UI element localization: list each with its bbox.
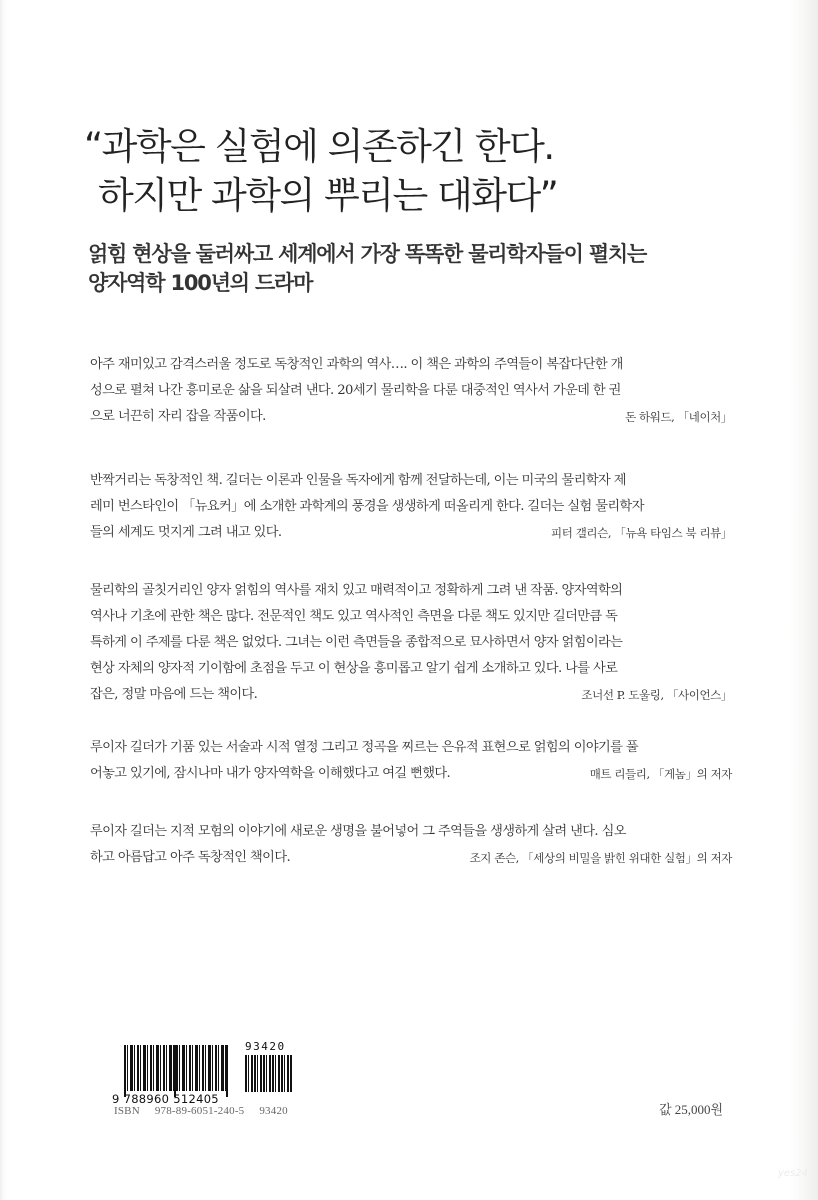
review-last-line (90, 520, 732, 546)
review-text-line: 하고 아름답고 아주 독창적인 책이다. (90, 850, 291, 865)
barcode-addon-digits: 93420 (245, 1040, 286, 1053)
review-last-line (90, 761, 732, 787)
review-text-line: 물리학의 골칫거리인 양자 얽힘의 역사를 재치 있고 매력적이고 정확하게 그려 낸 작품. 양자역학의 (90, 583, 623, 598)
barcode-bars (124, 1045, 228, 1091)
review-source: 피터 갤리슨, 「뉴욕 타임스 북 리뷰」 (551, 526, 732, 540)
review-last-line (90, 404, 732, 430)
review-text-line: 레미 번스타인이 「뉴요커」에 소개한 과학계의 풍경을 생생하게 떠올리게 한다. 길더는 실험 물리학자 (90, 499, 644, 514)
review-text-line: 아주 재미있고 감격스러울 정도로 독창적인 과학의 역사…. 이 책은 과학의 주역들이 복잡다단한 개 (90, 357, 623, 372)
review-text-line: 역사나 기초에 관한 책은 많다. 전문적인 책도 있고 역사적인 측면을 다룬 책도 있지만 길더만큼 독 (90, 609, 618, 624)
review-text-line: 성으로 펼쳐 나간 흥미로운 삶을 되살려 낸다. 20세기 물리학을 다룬 대중적인 역사서 가운데 한 권 (90, 383, 621, 398)
review-block (90, 578, 732, 708)
review-text-line: 현상 자체의 양자적 기이함에 초점을 두고 이 현상을 흥미롭고 알기 쉽게 소개하고 있다. 나를 사로 (90, 661, 618, 676)
review-source: 조지 존슨, 「세상의 비밀을 밝힌 위대한 실험」의 저자 (469, 851, 732, 865)
review-source: 돈 하워드, 「네이처」 (625, 410, 732, 424)
review-source: 매트 리들리, 「게놈」의 저자 (589, 767, 732, 781)
review-text-line: 특하게 이 주제를 다룬 책은 없었다. 그녀는 이런 측면들을 종합적으로 묘사하면서 양자 얽힘이라는 (90, 635, 623, 650)
review-text-line: 루이자 길더가 기품 있는 서술과 시적 열정 그리고 정곡을 찌르는 은유적 표현으로 얽힘의 이야기를 풀 (90, 740, 638, 755)
review-text-line: 들의 세계도 멋지게 그려 내고 있다. (90, 525, 282, 540)
review-text-line: 으로 너끈히 자리 잡을 작품이다. (90, 409, 266, 424)
review-block (90, 819, 732, 871)
review-block (90, 352, 732, 430)
isbn-label: ISBN (114, 1105, 140, 1117)
review-block (90, 735, 732, 787)
isbn-addon: 93420 (259, 1105, 288, 1117)
barcode-addon-bars (245, 1055, 293, 1092)
isbn-line (114, 1105, 300, 1117)
barcode-digits: 9 788960 512405 (112, 1092, 219, 1106)
review-last-line (90, 845, 732, 871)
isbn-number: 978-89-6051-240-5 (154, 1105, 245, 1117)
review-text-line: 반짝거리는 독창적인 책. 길더는 이론과 인물을 독자에게 함께 전달하는데, 이는 미국의 물리학자 제 (90, 473, 626, 488)
review-block (90, 468, 732, 546)
review-text-line: 잡은, 정말 마음에 드는 책이다. (90, 687, 258, 702)
headline-line-2: 하지만 과학의 뿌리는 대화다” (98, 174, 558, 217)
subheadline (88, 240, 646, 298)
subhead-line-1: 얽힘 현상을 둘러싸고 세계에서 가장 똑똑한 물리학자들이 펼치는 (88, 242, 647, 266)
review-text-line: 어놓고 있기에, 잠시나마 내가 양자역학을 이해했다고 여길 뻔했다. (90, 766, 451, 781)
subhead-line-2: 양자역학 100년의 드라마 (88, 271, 313, 295)
watermark: yes24 (778, 1168, 809, 1179)
review-source: 조너선 P. 도울링, 「사이언스」 (581, 688, 732, 702)
headline-quote (84, 122, 557, 220)
price-label: 값 25,000원 (659, 1102, 724, 1117)
review-text-line: 루이자 길더는 지적 모험의 이야기에 새로운 생명을 불어넣어 그 주역들을 생생하게 살려 낸다. 심오 (90, 824, 626, 839)
headline-line-1: “과학은 실험에 의존하긴 한다. (84, 125, 554, 168)
review-last-line (90, 682, 732, 708)
